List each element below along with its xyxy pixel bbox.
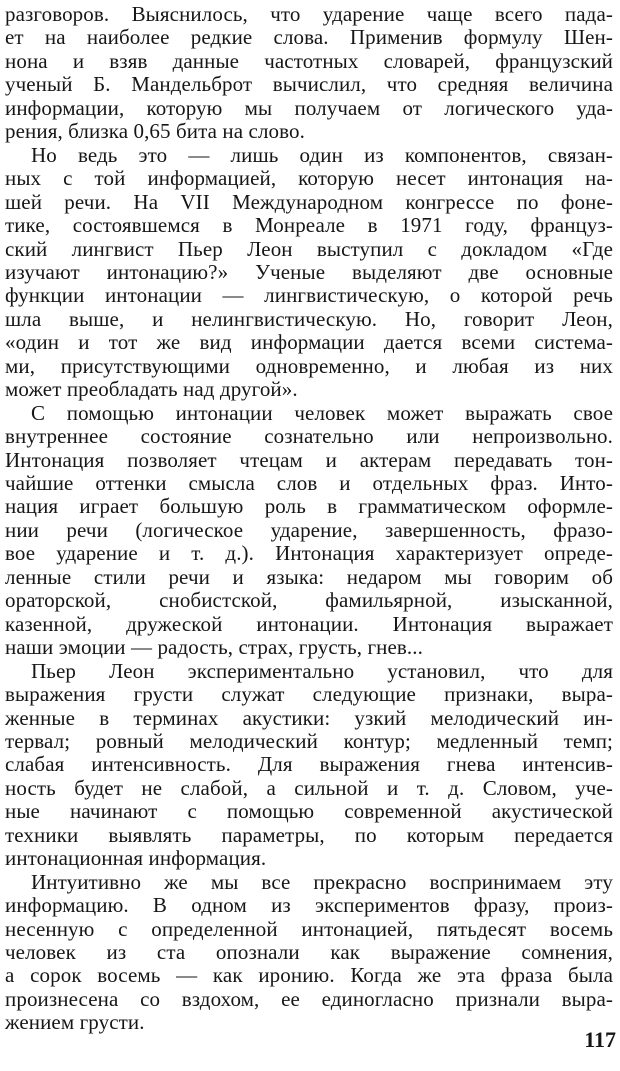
text-line: информацию. В одном из экспериментов фразу, произ-: [5, 893, 613, 918]
text-line: наши эмоции — радость, страх, грусть, гнев...: [5, 635, 423, 660]
text-line: внутреннее состояние сознательно или непроизвольно.: [5, 424, 613, 449]
paragraph-first-line: Но ведь это — лишь один из компонентов, связан-: [31, 142, 613, 167]
text-line: ораторской, снобистской, фамильярной, изысканной,: [5, 588, 613, 613]
text-line: рения, близка 0,65 бита на слово.: [5, 119, 305, 144]
text-line: чайшие оттенки смысла слов и отдельных фраз. Инто-: [5, 471, 613, 495]
text-line: ученый Б. Мандельброт вычислил, что средняя величина: [5, 72, 613, 97]
text-line: казенной, дружеской интонации. Интонация выражает: [5, 611, 613, 636]
text-line: ность будет не слабой, а сильной и т. д. Словом, уче-: [5, 775, 613, 800]
text-line: а сорок восемь — как иронию. Когда же эта фраза была: [5, 963, 613, 988]
text-line: «один и тот же вид информации дается всеми система-: [5, 330, 613, 355]
text-line: произнесена со вздохом, ее единогласно признали выра-: [5, 986, 613, 1011]
text-line: изучают интонацию?» Ученые выделяют две основные: [5, 259, 613, 284]
text-line: ных с той информацией, которую несет интонация на-: [5, 166, 613, 191]
paragraph-first-line: Интуитивно же мы все прекрасно воспринимаем эту: [31, 869, 613, 894]
paragraph-first-line: Пьер Леон экспериментально установил, что для: [31, 658, 613, 683]
text-line: тервал; ровный мелодический контур; медленный темп;: [5, 728, 613, 753]
text-line: шей речи. На VII Международном конгрессе по фоне-: [5, 189, 613, 214]
text-line: ет на наиболее редкие слова. Применив формулу Шен-: [5, 25, 613, 50]
text-line: ский лингвист Пьер Леон выступил с докладом «Где: [5, 236, 613, 261]
text-line: человек из ста опознали как выражение сомнения,: [5, 940, 613, 964]
text-line: интонационная информация.: [5, 846, 267, 871]
text-line: ные начинают с помощью современной акустической: [5, 799, 613, 824]
page-number: 117: [584, 1027, 616, 1052]
text-line: техники выявлять параметры, по которым передается: [5, 822, 613, 847]
text-line: вое ударение и т. д.). Интонация характеризует опреде-: [5, 541, 613, 566]
text-line: женные в терминах акустики: узкий мелодический ин-: [5, 705, 613, 730]
text-line: Интонация позволяет чтецам и актерам передавать тон-: [5, 447, 613, 472]
text-line: разговоров. Выяснилось, что ударение чаще всего пада-: [5, 2, 613, 26]
text-line: слабая интенсивность. Для выражения гнева интенсив-: [5, 752, 613, 777]
text-line: выражения грусти служат следующие признаки, выра-: [5, 682, 613, 707]
book-page: [5, 0, 613, 1071]
text-line: тике, состоявшемся в Монреале в 1971 году, француз-: [5, 213, 613, 238]
text-line: шла выше, и нелингвистическую. Но, говорит Леон,: [5, 306, 613, 331]
text-line: жением грусти.: [5, 1010, 145, 1035]
text-line: нии речи (логическое ударение, завершенность, фразо-: [5, 517, 613, 542]
text-line: нона и взяв данные частотных словарей, французский: [5, 48, 613, 73]
text-line: информации, которую мы получаем от логического уда-: [5, 95, 613, 120]
text-line: нация играет большую роль в грамматическом оформле-: [5, 494, 613, 519]
text-line: функции интонации — лингвистическую, о которой речь: [5, 283, 613, 308]
text-line: несенную с определенной интонацией, пятьдесят восемь: [5, 916, 613, 941]
text-line: ми, присутствующими одновременно, и любая из них: [5, 353, 613, 378]
text-line: ленные стили речи и языка: недаром мы говорим об: [5, 564, 613, 589]
text-line: может преобладать над другой».: [5, 377, 298, 402]
paragraph-first-line: С помощью интонации человек может выражать свое: [31, 400, 613, 425]
